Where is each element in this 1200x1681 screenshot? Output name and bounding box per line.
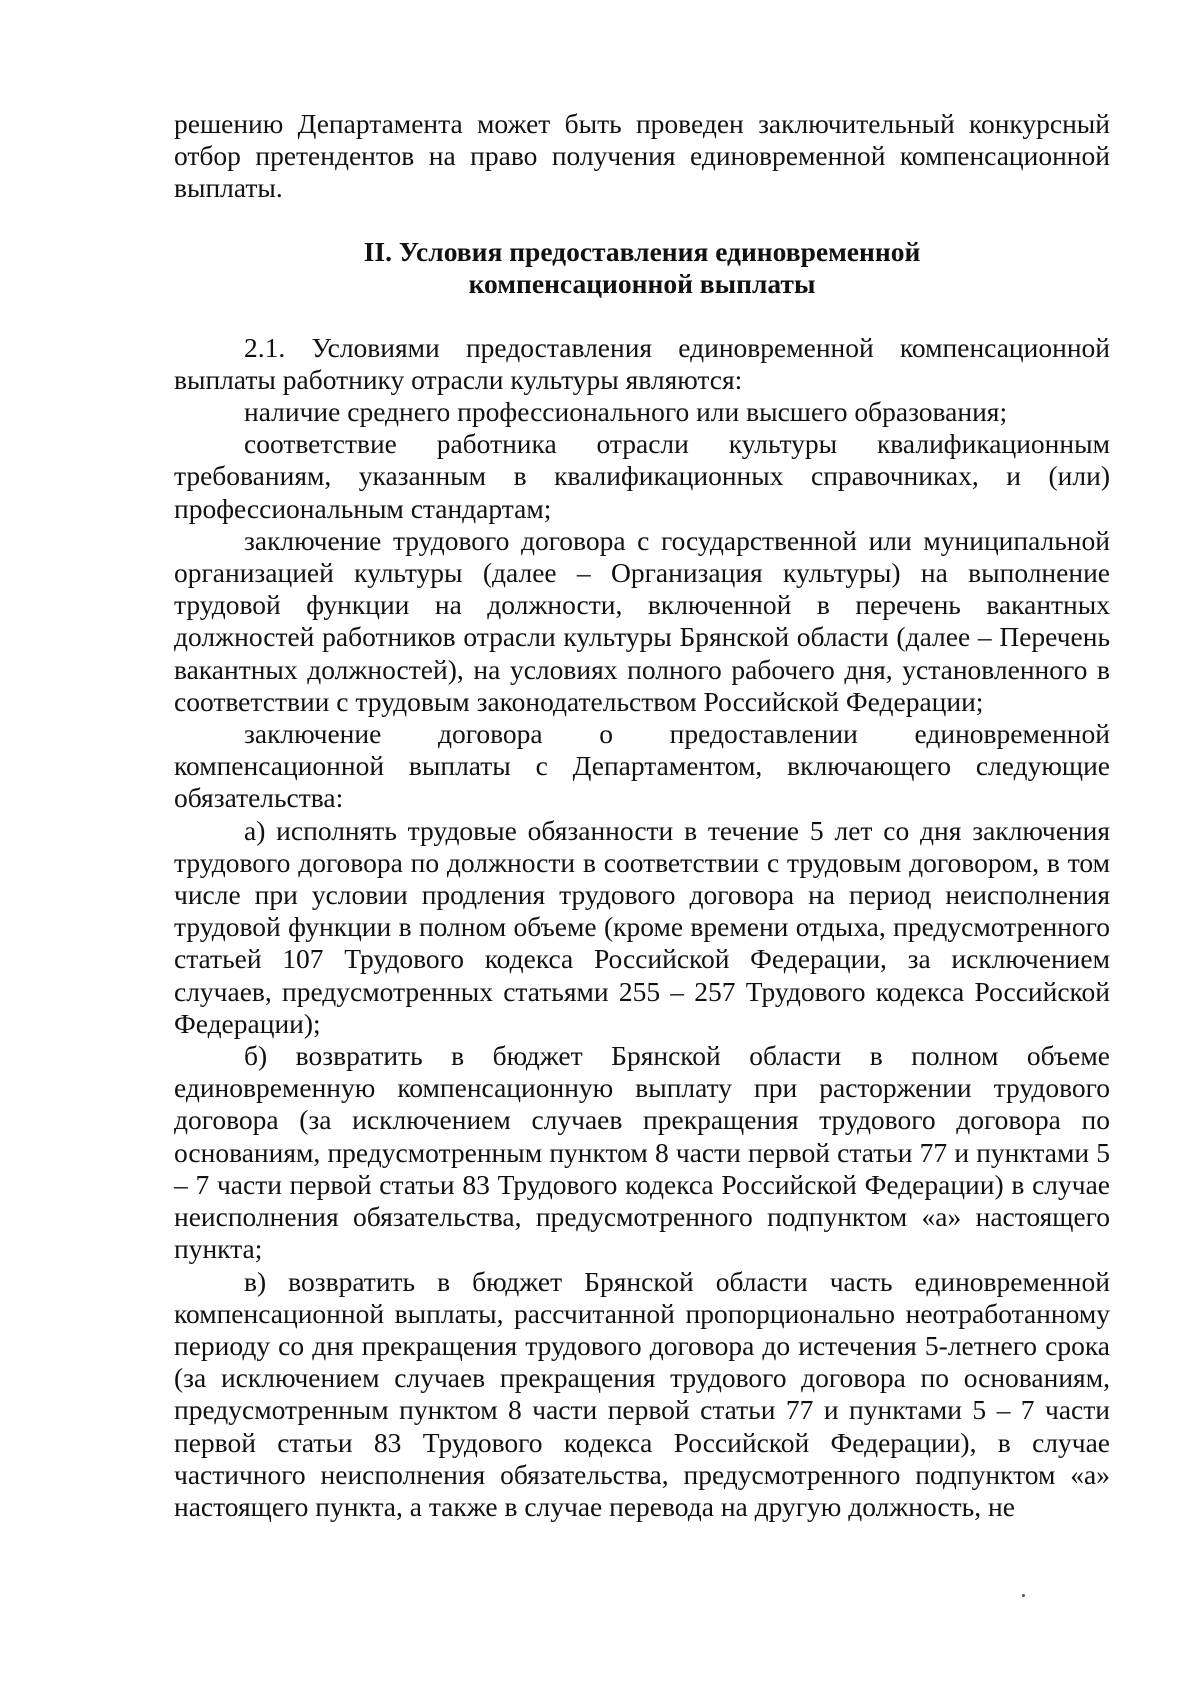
paragraph-labor-contract: заключение трудового договора с государственной или муниципальной организацией культуры (далее – Организация культуры) на выполнение трудовой функции на должности, включенной в перечень вакантных должностей работников отрасли культуры Брянской области (далее – Перечень вакантных должностей), на условиях полного рабочего дня, установленного в соответствии с трудовым законодательством Российской Федерации; xyxy=(174,524,1110,717)
paragraph-education: наличие среднего профессионального или высшего образования; xyxy=(244,396,1008,428)
section-title-line-2: компенсационной выплаты xyxy=(468,267,816,299)
document-page xyxy=(174,108,1110,1523)
section-title-line-1: II. Условия предоставления единовременной xyxy=(363,235,921,267)
paragraph-obligation-a: а) исполнять трудовые обязанности в течение 5 лет со дня заключения трудового договора по должности в соответствии с трудовым договором, в том числе при условии продления трудового договора на период неисполнения трудовой функции в полном объеме (кроме времени отдыха, предусмотренного статьей 107 Трудового кодекса Российской Федерации, за исключением случаев, предусмотренных статьями 255 – 257 Трудового кодекса Российской Федерации); xyxy=(174,814,1110,1039)
intro-paragraph: решению Департамента может быть проведен заключительный конкурсный отбор претендентов на право получения единовременной компенсационной выплаты. xyxy=(174,108,1110,204)
paragraph-obligation-b: б) возвратить в бюджет Брянской области в полном объеме единовременную компенсационную выплату при расторжении трудового договора (за исключением случаев прекращения трудового договора по основаниям, предусмотренным пунктом 8 части первой статьи 77 и пунктами 5 – 7 части первой статьи 83 Трудового кодекса Российской Федерации) в случае неисполнения обязательства, предусмотренного подпунктом «а» настоящего пункта; xyxy=(174,1040,1110,1265)
scan-speck xyxy=(1022,1594,1025,1597)
paragraph-qualification: соответствие работника отрасли культуры квалификационным требованиям, указанным в квалификационных справочниках, и (или) профессиональным стандартам; xyxy=(174,428,1110,524)
paragraph-conditions-intro: 2.1. Условиями предоставления единовременной компенсационной выплаты работнику отрасли культуры являются: xyxy=(174,331,1110,395)
paragraph-obligation-c: в) возвратить в бюджет Брянской области часть единовременной компенсационной выплаты, рассчитанной пропорционально неотработанному периоду со дня прекращения трудового договора до истечения 5-летнего срока (за исключением случаев прекращения трудового договора по основаниям, предусмотренным пунктом 8 части первой статьи 77 и пунктами 5 – 7 части первой статьи 83 Трудового кодекса Российской Федерации), в случае частичного неисполнения обязательства, предусмотренного подпунктом «а» настоящего пункта, а также в случае перевода на другую должность, не xyxy=(174,1265,1110,1522)
paragraph-payment-agreement: заключение договора о предоставлении единовременной компенсационной выплаты с Департаментом, включающего следующие обязательства: xyxy=(174,718,1110,814)
section-heading xyxy=(174,236,1110,300)
